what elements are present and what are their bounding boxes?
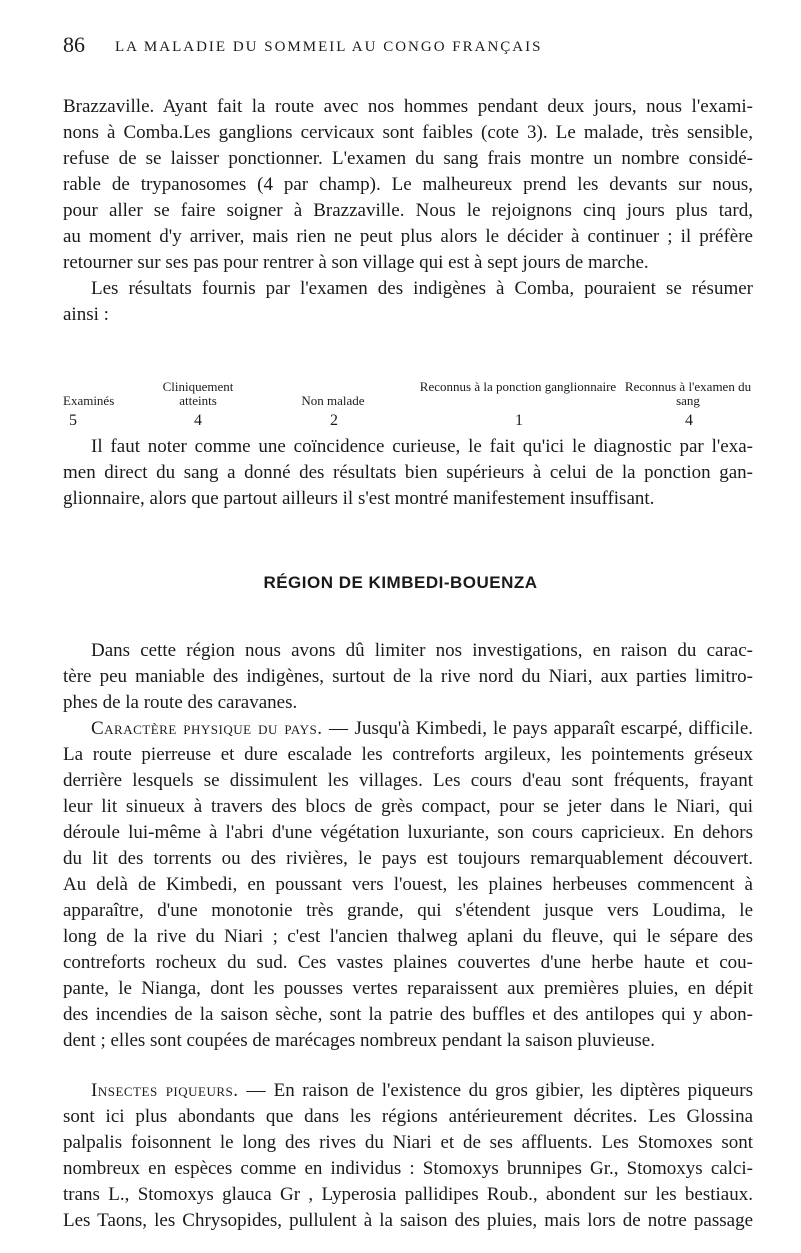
text-line: nombreux en espèces comme en individus : Stomoxys brunnipes Gr., Stomoxys calci- bbox=[63, 1158, 753, 1179]
text-line: phes de la route des caravanes. bbox=[63, 692, 298, 713]
column-header: Reconnus à la ponction ganglionnaire bbox=[419, 379, 617, 394]
paragraph-insectes-piqueurs bbox=[63, 1078, 753, 1234]
text-line: Les Taons, les Chrysopides, pullulent à la saison des pluies, mais lors de notre passage bbox=[63, 1210, 753, 1231]
text-line: Les résultats fournis par l'examen des indigènes à Comba, pouraient se résumer bbox=[91, 278, 753, 299]
running-title: LA MALADIE DU SOMMEIL AU CONGO FRANÇAIS bbox=[115, 39, 543, 55]
text-line: tère peu maniable des indigènes, surtout de la rive nord du Niari, aux parties limitro- bbox=[63, 666, 753, 687]
subsection-label: Insectes piqueurs. — bbox=[91, 1080, 267, 1101]
text-line: glionnaire, alors que partout ailleurs il s'est montré manifestement insuffisant. bbox=[63, 488, 655, 509]
text-line: leur lit sinueux à travers des blocs de grès compact, pour se jeter dans le Niari, qui bbox=[63, 796, 753, 817]
paragraph-caractere-physique bbox=[63, 716, 753, 1054]
text-line: men direct du sang a donné des résultats bien supérieurs à celui de la ponction gan- bbox=[63, 462, 753, 483]
column-header: Cliniquement atteints bbox=[162, 379, 234, 408]
text-line: Insectes piqueurs. — En raison de l'existence du gros gibier, les diptères piqueurs bbox=[91, 1080, 754, 1101]
paragraph-comba bbox=[63, 94, 753, 328]
text-line: au moment d'y arriver, mais rien ne peut plus alors le décider à continuer ; il préfère bbox=[63, 226, 753, 247]
column-header: Non malade bbox=[301, 393, 365, 408]
paragraph-diagnostic bbox=[63, 434, 753, 512]
table-value: 4 bbox=[194, 412, 202, 429]
text-line: derrière lesquels se dissimulent les villages. Les cours d'eau sont fréquents, frayant bbox=[63, 770, 753, 791]
running-head bbox=[63, 32, 751, 60]
table-value: 2 bbox=[330, 412, 338, 429]
text-line: retourner sur ses pas pour rentrer à son village qui est à sept jours de marche. bbox=[63, 252, 649, 273]
text-line: Il faut noter comme une coïncidence curieuse, le fait qu'ici le diagnostic par l'exa- bbox=[91, 436, 753, 457]
text-line: trans L., Stomoxys glauca Gr , Lyperosia pallidipes Roub., abondent sur les bestiaux. bbox=[63, 1184, 753, 1205]
section-title: RÉGION DE KIMBEDI-BOUENZA bbox=[263, 573, 538, 592]
text-line: pante, le Nianga, dont les pousses vertes reparaissent aux premières pluies, en dépit bbox=[63, 978, 753, 999]
text-line: dent ; elles sont coupées de marécages nombreux pendant la saison pluvieuse. bbox=[63, 1030, 655, 1051]
text-line: Dans cette région nous avons dû limiter nos investigations, en raison du carac- bbox=[91, 640, 753, 661]
text-line: apparaître, d'une monotonie très grande, qui s'étendent jusque vers Loudima, le bbox=[63, 900, 753, 921]
text-line: contreforts rocheux du sud. Ces vastes plaines couvertes d'une herbe haute et cou- bbox=[63, 952, 753, 973]
subsection-label: Caractère physique du pays. — bbox=[91, 718, 349, 739]
table-value: 4 bbox=[685, 412, 693, 429]
text-line: long de la rive du Niari ; c'est l'ancien thalweg aplani du fleuve, qui le sépare des bbox=[63, 926, 753, 947]
table-value: 1 bbox=[515, 412, 523, 429]
text-line: palpalis foisonnent le long des rives du Niari et de ses affluents. Les Stomoxes sont bbox=[63, 1132, 753, 1153]
text-line: pour aller se faire soigner à Brazzaville. Nous le rejoignons cinq jours plus tard, bbox=[63, 200, 753, 221]
page-number: 86 bbox=[63, 32, 85, 57]
text-line: des incendies de la saison sèche, sont la patrie des buffles et des antilopes qui y abon- bbox=[63, 1004, 753, 1025]
text-line: sont ici plus abondants que dans les régions antérieurement décrites. Les Glossina bbox=[63, 1106, 753, 1127]
text-line: refuse de se laisser ponctionner. L'examen du sang frais montre un nombre considé- bbox=[63, 148, 753, 169]
text-line: nons à Comba.Les ganglions cervicaux sont faibles (cote 3). Le malade, très sensible, bbox=[63, 122, 753, 143]
text-line: déroule lui-même à l'abri d'une végétation luxuriante, son cours capricieux. En dehors bbox=[63, 822, 753, 843]
text-line: ainsi : bbox=[63, 304, 109, 325]
column-header: Reconnus à l'examen du sang bbox=[624, 379, 752, 408]
text-line: Brazzaville. Ayant fait la route avec nos hommes pendant deux jours, nous l'exami- bbox=[63, 96, 753, 117]
text-line: Au delà de Kimbedi, en poussant vers l'ouest, les plaines herbeuses commencent à bbox=[63, 874, 753, 895]
paragraph-intro bbox=[63, 638, 753, 716]
text-line: rable de trypanosomes (4 par champ). Le malheureux prend les devants sur nous, bbox=[63, 174, 753, 195]
text-line: La route pierreuse et dure escalade les contreforts argileux, les pointements gréseux bbox=[63, 744, 753, 765]
text-line: du lit des torrents ou des rivières, le pays est toujours remarquablement découvert. bbox=[63, 848, 753, 869]
text-line: Caractère physique du pays. — Jusqu'à Kimbedi, le pays apparaît escarpé, difficile. bbox=[91, 718, 754, 739]
table-value: 5 bbox=[69, 412, 77, 429]
column-header: Examinés bbox=[63, 393, 115, 408]
